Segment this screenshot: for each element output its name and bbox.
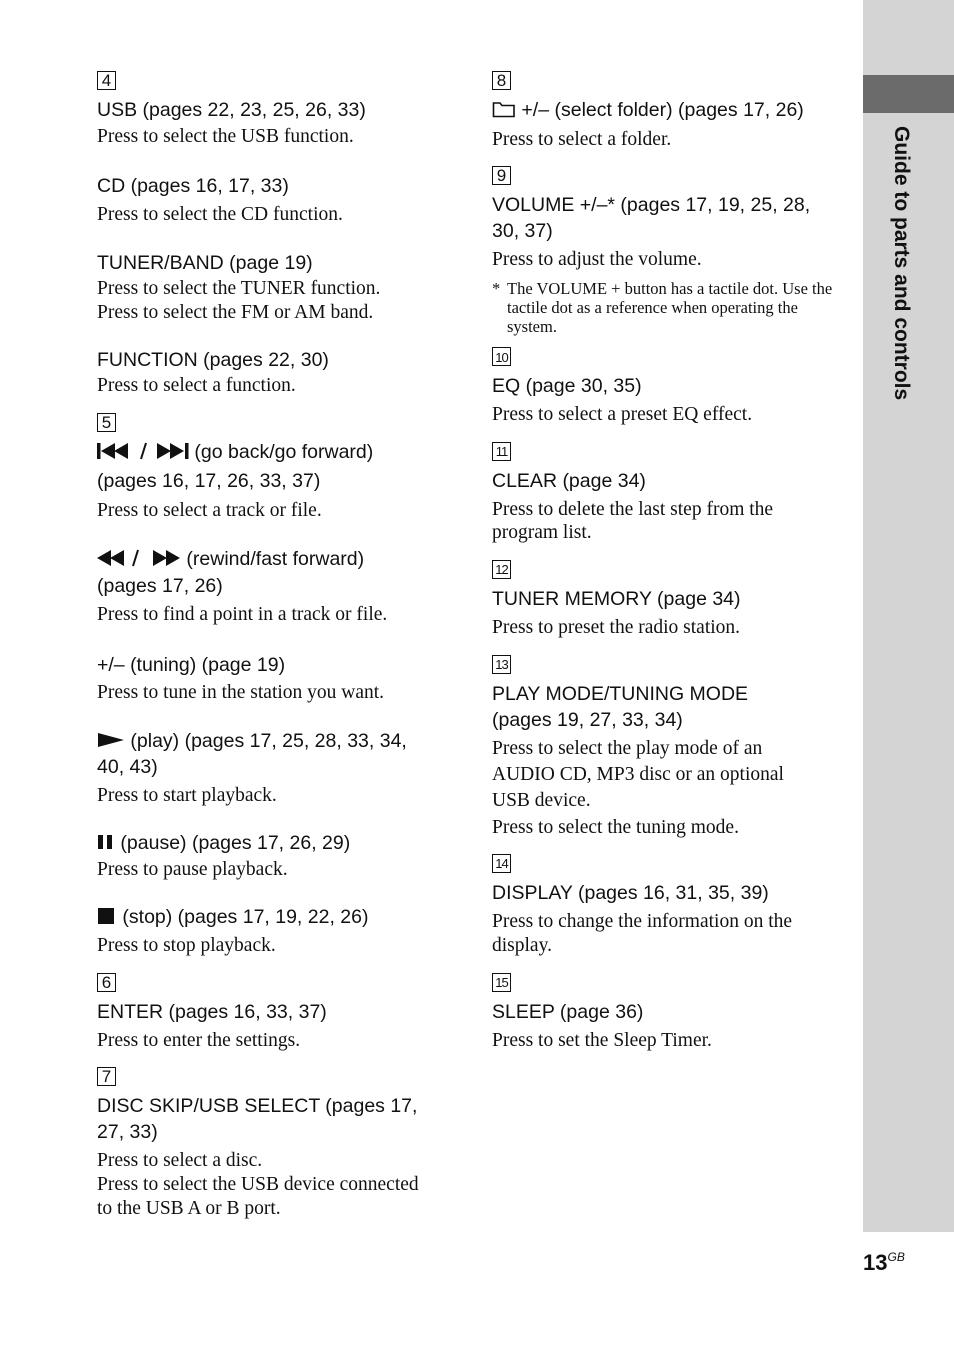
cd-heading: CD (pages 16, 17, 33) <box>97 175 289 197</box>
display-description-1: Press to change the information on the <box>492 911 793 932</box>
clear-description-1: Press to delete the last step from the <box>492 499 774 520</box>
disc-skip-heading-pages: 27, 33) <box>97 1121 158 1143</box>
item-number-10-text: 10 <box>495 350 508 365</box>
function-description: Press to select a function. <box>97 375 296 396</box>
skip-heading <box>97 439 373 465</box>
item-number-8: 8 <box>492 71 511 90</box>
select-folder-description: Press to select a folder. <box>492 129 672 150</box>
play-icon <box>97 731 125 749</box>
page-number-suffix: GB <box>887 1250 905 1264</box>
select-folder-heading <box>492 97 804 123</box>
stop-icon <box>97 907 117 925</box>
play-mode-description-1: Press to select the play mode of an <box>492 738 763 759</box>
play-mode-heading-pages: (pages 19, 27, 33, 34) <box>492 709 683 731</box>
item-number-5: 5 <box>97 413 116 432</box>
disc-skip-description-1: Press to select a disc. <box>97 1150 263 1171</box>
pause-heading-text: (pause) (pages 17, 26, 29) <box>115 832 351 854</box>
play-mode-heading: PLAY MODE/TUNING MODE <box>492 683 749 705</box>
rewind-heading-text: (rewind/fast forward) <box>181 548 365 570</box>
item-number-4: 4 <box>97 71 116 90</box>
item-number-14: 14 <box>492 854 511 873</box>
usb-description: Press to select the USB function. <box>97 126 354 147</box>
folder-icon <box>492 100 516 118</box>
stop-heading <box>97 904 368 930</box>
display-description-2: display. <box>492 935 552 956</box>
clear-description-2: program list. <box>492 522 592 543</box>
sleep-heading: SLEEP (page 36) <box>492 1001 644 1023</box>
play-mode-description-2: AUDIO CD, MP3 disc or an optional <box>492 764 784 785</box>
play-mode-description-4: Press to select the tuning mode. <box>492 817 739 838</box>
cd-description: Press to select the CD function. <box>97 204 343 225</box>
play-description: Press to start playback. <box>97 785 277 806</box>
clear-heading: CLEAR (page 34) <box>492 470 646 492</box>
skip-heading-text: (go back/go forward) <box>189 441 374 463</box>
rewind-heading-pages: (pages 17, 26) <box>97 575 223 597</box>
tuning-heading: +/– (tuning) (page 19) <box>97 654 286 676</box>
play-heading-text: (play) (pages 17, 25, 28, 33, 34, <box>125 730 407 752</box>
rewind-description: Press to find a point in a track or file. <box>97 604 388 625</box>
tuner-band-description-2: Press to select the FM or AM band. <box>97 302 374 323</box>
sidebar-title: Guide to parts and controls <box>890 126 913 401</box>
item-number-15: 15 <box>492 973 511 992</box>
play-heading-pages: 40, 43) <box>97 756 158 778</box>
item-number-10 <box>492 347 511 366</box>
pause-icon <box>97 833 115 851</box>
volume-heading: VOLUME +/–* (pages 17, 19, 25, 28, <box>492 194 811 216</box>
disc-skip-description-3: to the USB A or B port. <box>97 1198 281 1219</box>
tuner-band-heading: TUNER/BAND (page 19) <box>97 252 313 274</box>
sleep-description: Press to set the Sleep Timer. <box>492 1030 712 1051</box>
tuner-memory-heading: TUNER MEMORY (page 34) <box>492 588 741 610</box>
enter-description: Press to enter the settings. <box>97 1030 301 1051</box>
volume-description: Press to adjust the volume. <box>492 249 702 270</box>
enter-heading: ENTER (pages 16, 33, 37) <box>97 1001 327 1023</box>
play-mode-description-3: USB device. <box>492 790 591 811</box>
item-number-9: 9 <box>492 166 511 185</box>
item-number-7: 7 <box>97 1067 116 1086</box>
pause-heading <box>97 830 350 856</box>
usb-heading: USB (pages 22, 23, 25, 26, 33) <box>97 99 366 121</box>
page-number <box>863 1250 905 1276</box>
select-folder-heading-text: +/– (select folder) (pages 17, 26) <box>516 99 804 121</box>
item-number-12: 12 <box>492 560 511 579</box>
eq-heading: EQ (page 30, 35) <box>492 375 642 397</box>
tuner-band-description-1: Press to select the TUNER function. <box>97 278 381 299</box>
item-number-11: 11 <box>492 442 511 461</box>
eq-description: Press to select a preset EQ effect. <box>492 404 753 425</box>
page-number-value: 13 <box>863 1250 888 1275</box>
footnote-marker: * <box>492 279 501 298</box>
tuning-description: Press to tune in the station you want. <box>97 682 385 703</box>
rewind-heading <box>97 546 364 572</box>
item-number-13: 13 <box>492 655 511 674</box>
rewind-fast-forward-icon <box>97 549 181 567</box>
section-tab-marker <box>863 75 954 113</box>
skip-heading-pages: (pages 16, 17, 26, 33, 37) <box>97 470 321 492</box>
item-number-6: 6 <box>97 973 116 992</box>
disc-skip-description-2: Press to select the USB device connected <box>97 1174 419 1195</box>
tuner-memory-description: Press to preset the radio station. <box>492 617 741 638</box>
go-back-go-forward-icon <box>97 442 189 460</box>
stop-description: Press to stop playback. <box>97 935 276 956</box>
display-heading: DISPLAY (pages 16, 31, 35, 39) <box>492 882 769 904</box>
stop-heading-text: (stop) (pages 17, 19, 22, 26) <box>117 906 369 928</box>
function-heading: FUNCTION (pages 22, 30) <box>97 349 329 371</box>
footnote-text: The VOLUME + button has a tactile dot. Use the tactile dot as a reference when operating the system. <box>507 279 833 336</box>
pause-description: Press to pause playback. <box>97 859 288 880</box>
disc-skip-heading: DISC SKIP/USB SELECT (pages 17, <box>97 1095 418 1117</box>
play-heading <box>97 728 407 754</box>
volume-heading-pages: 30, 37) <box>492 220 553 242</box>
skip-description: Press to select a track or file. <box>97 500 322 521</box>
